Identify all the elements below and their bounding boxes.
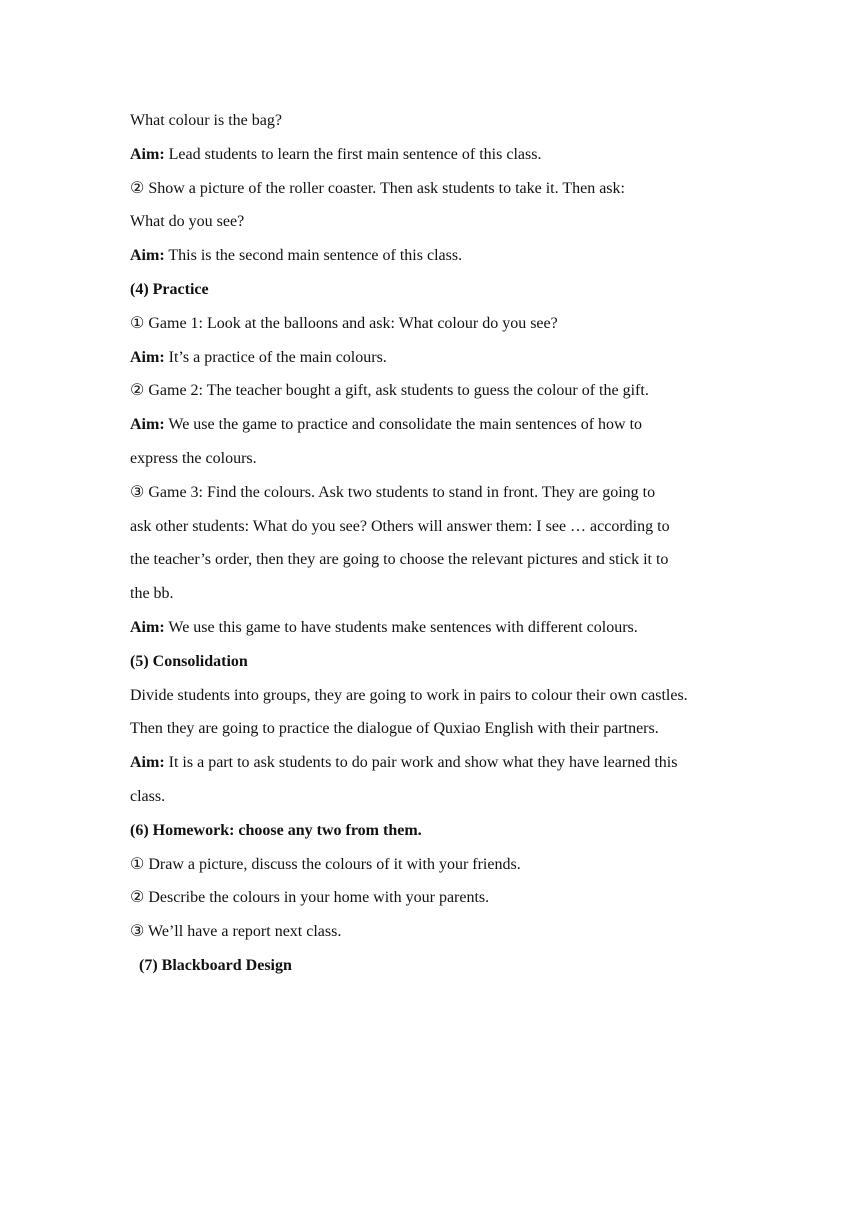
aim-text: We use the game to practice and consolidate the main sentences of how to bbox=[164, 416, 643, 434]
aim-label: Aim: bbox=[130, 618, 165, 636]
paragraph-line: ② Game 2: The teacher bought a gift, ask students to guess the colour of the gift. bbox=[130, 382, 649, 400]
aim-label: Aim: bbox=[130, 247, 165, 265]
paragraph-line: ③ We’ll have a report next class. bbox=[130, 923, 342, 941]
paragraph-line: ① Draw a picture, discuss the colours of it with your friends. bbox=[130, 855, 521, 873]
paragraph-line: What colour is the bag? bbox=[130, 112, 282, 129]
paragraph-line: ② Show a picture of the roller coaster. Then ask students to take it. Then ask: bbox=[130, 179, 625, 197]
section-heading: (6) Homework: choose any two from them. bbox=[130, 821, 422, 839]
document-body bbox=[130, 109, 750, 988]
aim-label: Aim: bbox=[130, 348, 165, 366]
aim-label: Aim: bbox=[130, 754, 165, 772]
aim-line bbox=[130, 616, 750, 650]
aim-line bbox=[130, 143, 750, 177]
aim-label: Aim: bbox=[130, 145, 165, 163]
aim-label: Aim: bbox=[130, 416, 165, 434]
aim-text: We use this game to have students make sentences with different colours. bbox=[164, 618, 638, 636]
paragraph-line: the bb. bbox=[130, 585, 174, 603]
section-heading: (7) Blackboard Design bbox=[139, 956, 292, 974]
aim-text: It’s a practice of the main colours. bbox=[164, 348, 387, 366]
section-heading: (5) Consolidation bbox=[130, 652, 248, 670]
paragraph-line: ask other students: What do you see? Others will answer them: I see … according to bbox=[130, 517, 670, 535]
paragraph-line: What do you see? bbox=[130, 213, 245, 231]
paragraph-line: Then they are going to practice the dialogue of Quxiao English with their partners. bbox=[130, 720, 659, 738]
aim-line bbox=[130, 244, 750, 278]
aim-line bbox=[130, 751, 750, 785]
paragraph-line: Divide students into groups, they are going to work in pairs to colour their own castles. bbox=[130, 686, 688, 704]
aim-text: It is a part to ask students to do pair work and show what they have learned this bbox=[164, 754, 678, 772]
paragraph-line: the teacher’s order, then they are going to choose the relevant pictures and stick it to bbox=[130, 551, 669, 569]
section-heading: (4) Practice bbox=[130, 280, 209, 298]
aim-text: Lead students to learn the first main sentence of this class. bbox=[164, 145, 542, 163]
aim-line bbox=[130, 346, 750, 380]
paragraph-line: class. bbox=[130, 787, 166, 805]
paragraph-line: ② Describe the colours in your home with your parents. bbox=[130, 889, 490, 907]
paragraph-line: ③ Game 3: Find the colours. Ask two students to stand in front. They are going to bbox=[130, 483, 656, 501]
paragraph-line: ① Game 1: Look at the balloons and ask: What colour do you see? bbox=[130, 314, 558, 332]
paragraph-line: express the colours. bbox=[130, 449, 257, 467]
aim-text: This is the second main sentence of this class. bbox=[164, 247, 463, 265]
aim-line bbox=[130, 413, 750, 447]
